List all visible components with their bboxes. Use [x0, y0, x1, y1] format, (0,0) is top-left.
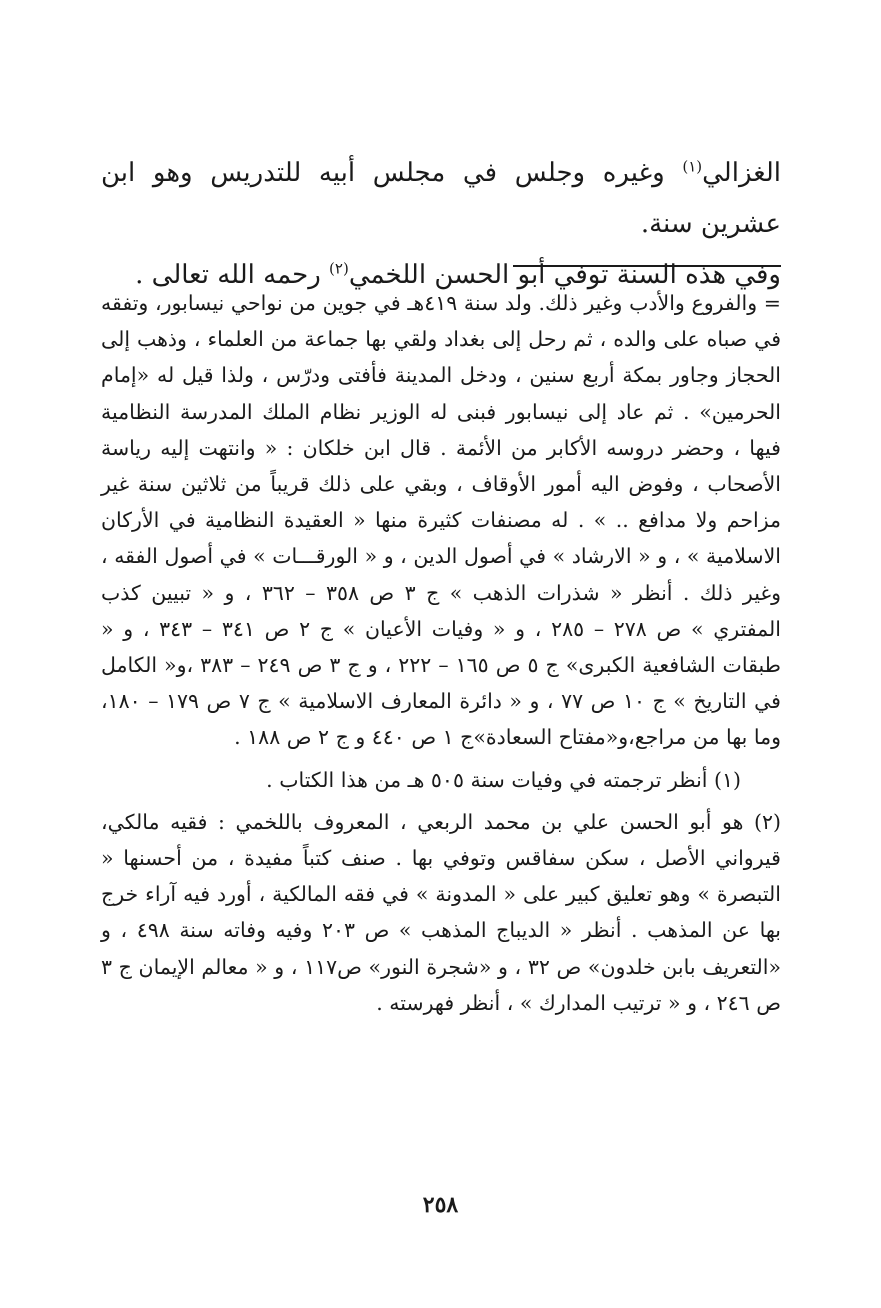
main-text	[101, 148, 781, 301]
footnote-2: (٢) هو أبو الحسن علي بن محمد الربعي ، المعروف باللخمي : فقيه مالكي، قيرواني الأصل ، سكن سفاقس وتوفي بها . صنف كتباً مفيدة ، من أحسنها « التبصرة » وهو تعليق كبير على « المدونة » في فقه المالكية ، أورد فيه آراء خرج بها عن المذهب . أنظر « الديباج المذهب » ص ٢٠٣ وفيه وفاته سنة ٤٩٨ ، و «التعريف بابن خلدون» ص ٣٢ ، و «شجرة النور» ص١١٧ ، و « معالم الإيمان ج ٣ ص ٢٤٦ ، و « ترتيب المدارك » ، أنظر فهرسته .	[101, 809, 781, 1015]
footnote-marker-1: (١)	[682, 157, 703, 176]
footnotes	[101, 285, 781, 1021]
main-text-segment: رحمه الله تعالى .	[135, 260, 330, 290]
main-text-segment: وغيره وجلس في مجلس أبيه للتدريس وهو ابن عشرين سنة.	[101, 158, 781, 239]
page-number: ٢٥٨	[422, 1192, 459, 1218]
footnote-divider	[513, 265, 781, 267]
footnote-1: (١) أنظر ترجمته في وفيات سنة ٥٠٥ هـ من هذا الكتاب .	[266, 767, 741, 792]
main-text-line-1	[101, 148, 781, 250]
footnote-marker-2: (٢)	[329, 259, 349, 278]
main-text-segment: وفي هذه السنة توفي أبو الحسن اللخمي	[348, 260, 781, 290]
footnote-continued: = والفروع والأدب وغير ذلك. ولد سنة ٤١٩هـ في جوين من نواحي نيسابور، وتفقه في صباه على والده ، ثم رحل إلى بغداد ولقي بها جماعة من العلماء ، وذهب إلى الحجاز وجاور بمكة أربع سنين ، ودخل المدينة فأفتى ودرّس ، ولذا قيل له «إمام الحرمين» . ثم عاد إلى نيسابور فبنى له الوزير نظام الملك المدرسة النظامية فيها ، وحضر دروسه الأكابر من الأئمة . قال ابن خلكان : « وانتهت إليه رياسة الأصحاب ، وفوض اليه أمور الأوقاف ، وبقي على ذلك قريباً من ثلاثين سنة غير مزاحم ولا مدافع .. » . له مصنفات كثيرة منها « العقيدة النظامية في الأركان الاسلامية » ، و « الارشاد » في أصول الدين ، و « الورقـــات » في أصول الفقه ، وغير ذلك . أنظر « شذرات الذهب » ج ٣ ص ٣٥٨ – ٣٦٢ ، و « تبيين كذب المفتري » ص ٢٧٨ – ٢٨٥ ، و « وفيات الأعيان » ج ٢ ص ٣٤١ – ٣٤٣ ، و « طبقات الشافعية الكبرى» ج ٥ ص ١٦٥ – ٢٢٢ ، و ج ٣ ص ٢٤٩ – ٣٨٣ ،و« الكامل في التاريخ » ج ١٠ ص ٧٧ ، و « دائرة المعارف الاسلامية » ج ٧ ص ١٧٩ – ١٨٠، وما بها من مراجع،و«مفتاح السعادة»ج ١ ص ٤٤٠ و ج ٢ ص ١٨٨ .	[101, 291, 781, 750]
main-text-segment: الغزالي	[702, 158, 781, 188]
